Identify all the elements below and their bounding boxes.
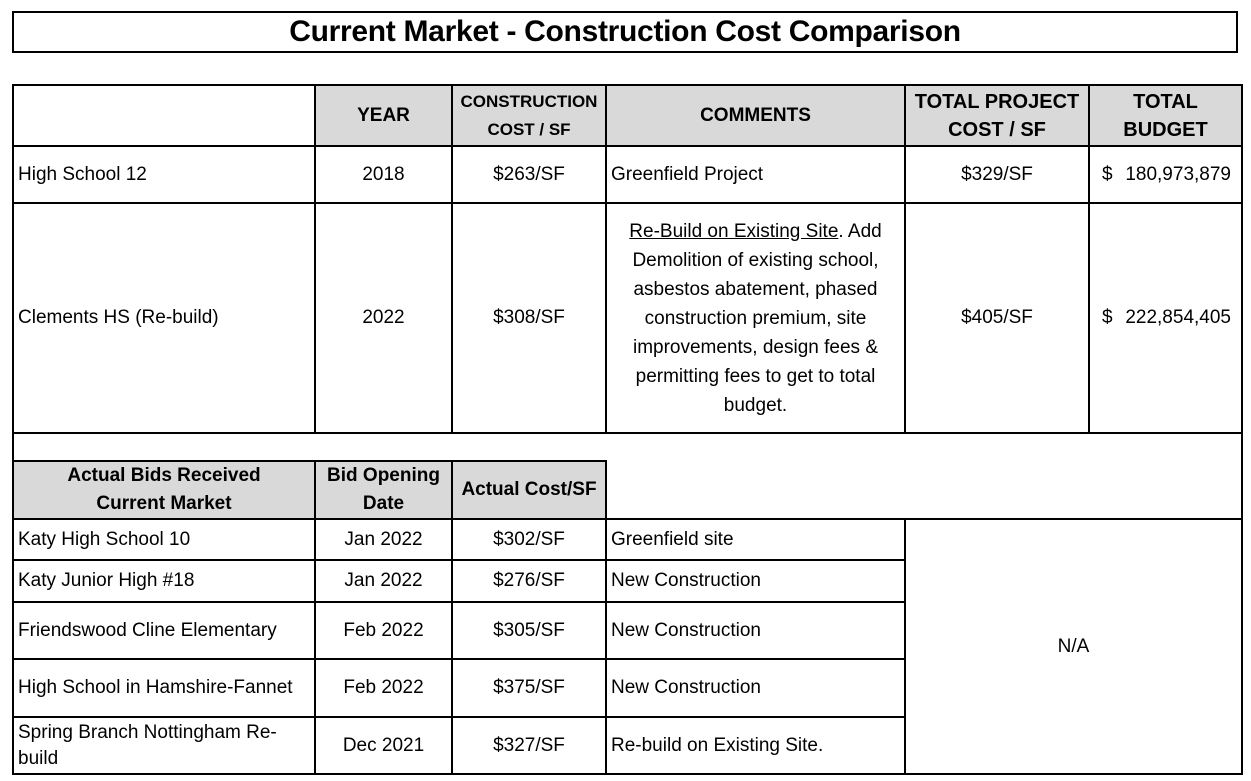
budget-currency-symbol: $ — [1102, 163, 1113, 185]
budget-amount: 222,854,405 — [1125, 307, 1231, 328]
header-total-project-line1: TOTAL PROJECT — [914, 90, 1080, 113]
bid-project-name: Katy Junior High #18 — [13, 560, 315, 602]
bid-comment: Greenfield site — [606, 519, 905, 560]
header-total-project-line2: COST / SF — [948, 118, 1046, 141]
header-year: YEAR — [315, 85, 452, 146]
spacer-row — [13, 433, 1242, 461]
budget-currency-symbol: $ — [1102, 307, 1113, 328]
header-actual-bids — [13, 461, 315, 519]
project-comment — [606, 203, 905, 433]
comment-underlined: Re-Build on Existing Site — [629, 220, 839, 242]
project-year: 2022 — [315, 203, 452, 433]
bid-cost: $375/SF — [452, 659, 606, 717]
budget-amount: 180,973,879 — [1125, 163, 1231, 185]
header-actual-bids-line2: Current Market — [96, 493, 232, 514]
bid-date: Feb 2022 — [315, 659, 452, 717]
bid-comment: New Construction — [606, 560, 905, 602]
bid-date: Jan 2022 — [315, 519, 452, 560]
project-name: High School 12 — [13, 146, 315, 203]
bid-comment: New Construction — [606, 659, 905, 717]
table2-header-row — [13, 461, 1242, 519]
header-construction-cost — [452, 85, 606, 146]
bid-cost: $276/SF — [452, 560, 606, 602]
spacer-cell — [13, 433, 1242, 461]
header-construction-cost-line2: COST / SF — [487, 119, 571, 139]
project-year: 2018 — [315, 146, 452, 203]
header-empty-area — [606, 461, 1242, 519]
project-name: Clements HS (Re-build) — [13, 203, 315, 433]
table-row — [13, 519, 1242, 560]
total-project-cost: $405/SF — [905, 203, 1089, 433]
bid-project-name: High School in Hamshire-Fannet — [13, 659, 315, 717]
bid-project-name: Friendswood Cline Elementary — [13, 602, 315, 659]
table1-header-row — [13, 85, 1242, 146]
na-cell: N/A — [905, 519, 1242, 774]
table-row — [13, 146, 1242, 203]
header-blank-cell — [13, 85, 315, 146]
bid-project-name: Spring Branch Nottingham Re-build — [13, 717, 315, 774]
header-actual-bids-line1: Actual Bids Received — [67, 465, 261, 486]
header-bid-opening-date — [315, 461, 452, 519]
table-row — [13, 203, 1242, 433]
header-bid-date-line2: Date — [362, 493, 405, 514]
header-actual-cost: Actual Cost/SF — [452, 461, 606, 519]
cost-comparison-table — [12, 84, 1243, 775]
bid-comment: Re-build on Existing Site. — [606, 717, 905, 774]
header-total-project-cost — [905, 85, 1089, 146]
bid-comment: New Construction — [606, 602, 905, 659]
bid-cost: $327/SF — [452, 717, 606, 774]
header-total-budget-line2: BUDGET — [1123, 118, 1208, 141]
total-budget — [1089, 146, 1242, 203]
bid-date: Feb 2022 — [315, 602, 452, 659]
construction-cost: $308/SF — [452, 203, 606, 433]
header-bid-date-line1: Bid Opening — [327, 465, 440, 486]
construction-cost: $263/SF — [452, 146, 606, 203]
bid-date: Jan 2022 — [315, 560, 452, 602]
bid-cost: $302/SF — [452, 519, 606, 560]
header-construction-cost-line1: CONSTRUCTION — [460, 91, 598, 111]
project-comment: Greenfield Project — [606, 146, 905, 203]
total-budget — [1089, 203, 1242, 433]
page-title: Current Market - Construction Cost Comparison — [12, 11, 1238, 53]
bid-project-name: Katy High School 10 — [13, 519, 315, 560]
header-comments: COMMENTS — [606, 85, 905, 146]
header-total-budget — [1089, 85, 1242, 146]
bid-date: Dec 2021 — [315, 717, 452, 774]
total-project-cost: $329/SF — [905, 146, 1089, 203]
comment-rest: . Add Demolition of existing school, asbestos abatement, phased construction premium, site improvements, design fees & permitting fees to get to total budget. — [632, 220, 882, 416]
bid-cost: $305/SF — [452, 602, 606, 659]
header-total-budget-line1: TOTAL — [1133, 90, 1198, 113]
